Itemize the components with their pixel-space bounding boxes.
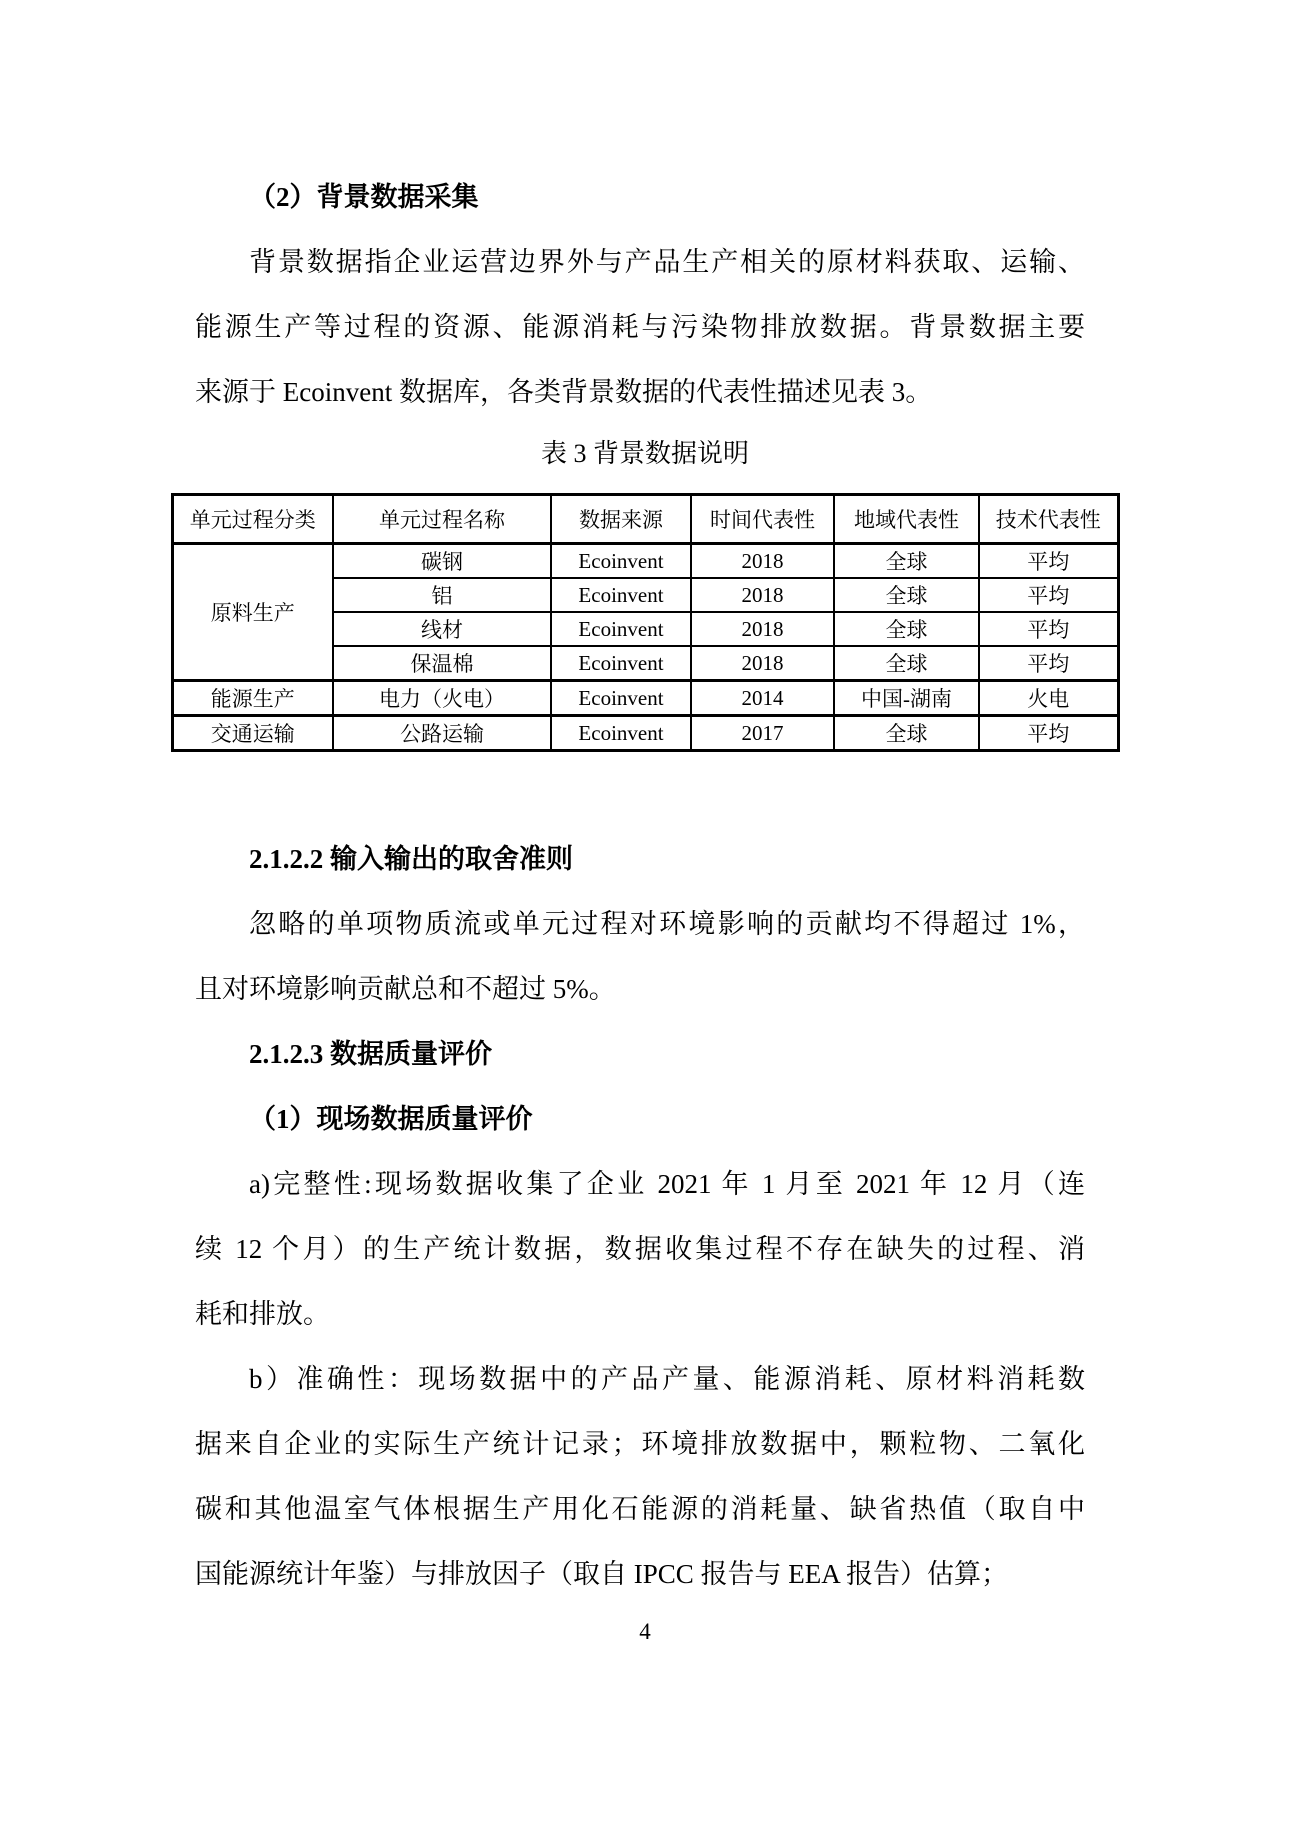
table-cell: Ecoinvent [551, 681, 691, 716]
paragraph-line: 续 12 个月）的生产统计数据，数据收集过程不存在缺失的过程、消 [195, 1234, 1085, 1264]
column-header: 数据来源 [551, 495, 691, 544]
table-cell: 平均 [979, 646, 1118, 681]
paragraph-line: 来源于 Ecoinvent 数据库，各类背景数据的代表性描述见表 3。 [195, 377, 933, 407]
column-header: 单元过程名称 [333, 495, 551, 544]
table-cell: 火电 [979, 681, 1118, 716]
heading-2-1-2-3: 2.1.2.3 数据质量评价 [249, 1039, 492, 1069]
paragraph-line: a)完整性:现场数据收集了企业 2021 年 1 月至 2021 年 12 月（连 [249, 1169, 1085, 1199]
table-cell: 全球 [834, 544, 979, 579]
table-cell: 铝 [333, 578, 551, 612]
paragraph-line: 据来自企业的实际生产统计记录；环境排放数据中，颗粒物、二氧化 [195, 1429, 1085, 1459]
table-cell: Ecoinvent [551, 646, 691, 681]
paragraph-line: 能源生产等过程的资源、能源消耗与污染物排放数据。背景数据主要 [195, 312, 1085, 342]
table-row [172, 544, 1118, 579]
table-cell: 2018 [691, 646, 834, 681]
paragraph-line: 且对环境影响贡献总和不超过 5%。 [195, 974, 616, 1004]
table-cell: Ecoinvent [551, 716, 691, 751]
paragraph-line: b）准确性：现场数据中的产品产量、能源消耗、原材料消耗数 [249, 1364, 1085, 1394]
body-text-block-top [195, 165, 1085, 425]
body-text-block-bottom [195, 827, 1085, 1607]
table-cell: 2018 [691, 544, 834, 579]
table-cell: 公路运输 [333, 716, 551, 751]
table-header-row [172, 495, 1118, 544]
column-header: 技术代表性 [979, 495, 1118, 544]
table-cell: 全球 [834, 578, 979, 612]
category-cell: 原料生产 [172, 544, 333, 681]
table-cell: 平均 [979, 544, 1118, 579]
column-header: 时间代表性 [691, 495, 834, 544]
table-cell: 中国-湖南 [834, 681, 979, 716]
table-cell: 电力（火电） [333, 681, 551, 716]
table-cell: 平均 [979, 612, 1118, 646]
table-cell: 全球 [834, 646, 979, 681]
heading-2-1-2-2: 2.1.2.2 输入输出的取舍准则 [249, 844, 573, 874]
table-cell: 保温棉 [333, 646, 551, 681]
table-cell: 2017 [691, 716, 834, 751]
table-cell: 2014 [691, 681, 834, 716]
table-row [172, 681, 1118, 716]
heading-site-data-quality: （1）现场数据质量评价 [249, 1104, 533, 1134]
paragraph-line: 耗和排放。 [195, 1299, 330, 1329]
table-cell: 2018 [691, 612, 834, 646]
table-cell: 碳钢 [333, 544, 551, 579]
column-header: 单元过程分类 [172, 495, 333, 544]
paragraph-line: 忽略的单项物质流或单元过程对环境影响的贡献均不得超过 1%， [249, 909, 1085, 939]
heading-background-data-collection: （2）背景数据采集 [249, 182, 479, 212]
paragraph-line: 背景数据指企业运营边界外与产品生产相关的原材料获取、运输、 [249, 247, 1085, 277]
table-cell: 2018 [691, 578, 834, 612]
table-cell: 全球 [834, 612, 979, 646]
table-cell: 全球 [834, 716, 979, 751]
table-cell: 平均 [979, 716, 1118, 751]
table-cell: 线材 [333, 612, 551, 646]
column-header: 地域代表性 [834, 495, 979, 544]
page-number: 4 [639, 1619, 651, 1644]
background-data-table [171, 493, 1120, 752]
category-cell: 能源生产 [172, 681, 333, 716]
table-cell: Ecoinvent [551, 578, 691, 612]
paragraph-line: 碳和其他温室气体根据生产用化石能源的消耗量、缺省热值（取自中 [195, 1494, 1085, 1524]
table-caption: 表 3 背景数据说明 [540, 439, 749, 468]
table-row [172, 716, 1118, 751]
table-cell: 平均 [979, 578, 1118, 612]
category-cell: 交通运输 [172, 716, 333, 751]
paragraph-line: 国能源统计年鉴）与排放因子（取自 IPCC 报告与 EEA 报告）估算； [195, 1559, 1009, 1589]
table-cell: Ecoinvent [551, 544, 691, 579]
table-cell: Ecoinvent [551, 612, 691, 646]
